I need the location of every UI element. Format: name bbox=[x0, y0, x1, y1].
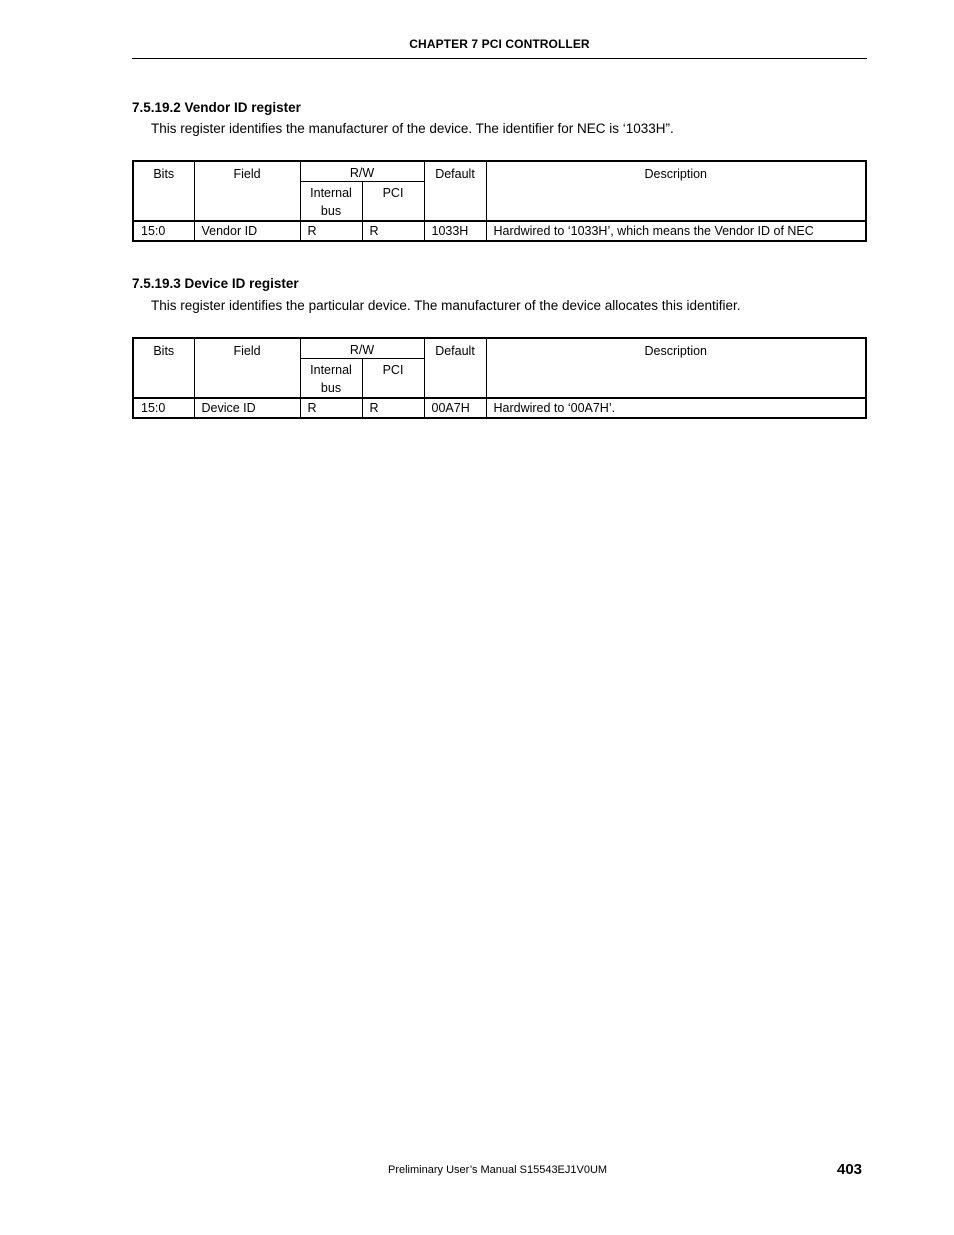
col-header-bits: Bits bbox=[153, 167, 175, 181]
col-header-field: Field bbox=[194, 161, 300, 221]
internal-bus-line1: Internal bbox=[310, 363, 352, 377]
header-divider bbox=[132, 58, 867, 59]
device-id-heading: 7.5.19.3 Device ID register bbox=[132, 276, 299, 291]
device-id-description: This register identifies the particular device. The manufacturer of the device allocates this identifier. bbox=[151, 298, 741, 313]
cell-pci: R bbox=[362, 221, 424, 241]
col-header-default: Default bbox=[424, 338, 486, 398]
cell-field: Vendor ID bbox=[194, 221, 300, 241]
chapter-header: CHAPTER 7 PCI CONTROLLER bbox=[409, 37, 590, 51]
internal-bus-line2: bus bbox=[320, 204, 342, 218]
vendor-id-register-table bbox=[132, 160, 867, 242]
internal-bus-line1: Internal bbox=[310, 186, 352, 200]
table-header-row bbox=[133, 161, 866, 182]
col-header-description: Description bbox=[486, 338, 866, 398]
col-header-description: Description bbox=[486, 161, 866, 221]
col-header-pci: PCI bbox=[362, 182, 424, 222]
col-header-rw: R/W bbox=[300, 161, 424, 182]
cell-description: Hardwired to ‘1033H’, which means the Vendor ID of NEC bbox=[486, 221, 866, 241]
col-header-pci: PCI bbox=[362, 359, 424, 399]
col-header-rw: R/W bbox=[300, 338, 424, 359]
page-number: 403 bbox=[837, 1161, 863, 1178]
table-header-row bbox=[133, 338, 866, 359]
table-row bbox=[133, 221, 866, 241]
cell-default: 00A7H bbox=[424, 398, 486, 418]
cell-pci: R bbox=[362, 398, 424, 418]
cell-field: Device ID bbox=[194, 398, 300, 418]
table-row bbox=[133, 398, 866, 418]
vendor-id-heading: 7.5.19.2 Vendor ID register bbox=[132, 100, 301, 115]
col-header-field: Field bbox=[194, 338, 300, 398]
col-header-internal-bus bbox=[300, 182, 362, 222]
internal-bus-line2: bus bbox=[320, 381, 342, 395]
col-header-internal-bus bbox=[300, 359, 362, 399]
col-header-default: Default bbox=[424, 161, 486, 221]
cell-description: Hardwired to ‘00A7H’. bbox=[486, 398, 866, 418]
col-header-bits: Bits bbox=[153, 344, 175, 358]
cell-internal-bus: R bbox=[300, 221, 362, 241]
cell-internal-bus: R bbox=[300, 398, 362, 418]
cell-default: 1033H bbox=[424, 221, 486, 241]
cell-bits: 15:0 bbox=[133, 221, 194, 241]
vendor-id-description: This register identifies the manufacturer of the device. The identifier for NEC is ‘1033H”. bbox=[151, 121, 674, 136]
device-id-register-table bbox=[132, 337, 867, 419]
cell-bits: 15:0 bbox=[133, 398, 194, 418]
footer-manual-id: Preliminary User’s Manual S15543EJ1V0UM bbox=[388, 1164, 608, 1176]
